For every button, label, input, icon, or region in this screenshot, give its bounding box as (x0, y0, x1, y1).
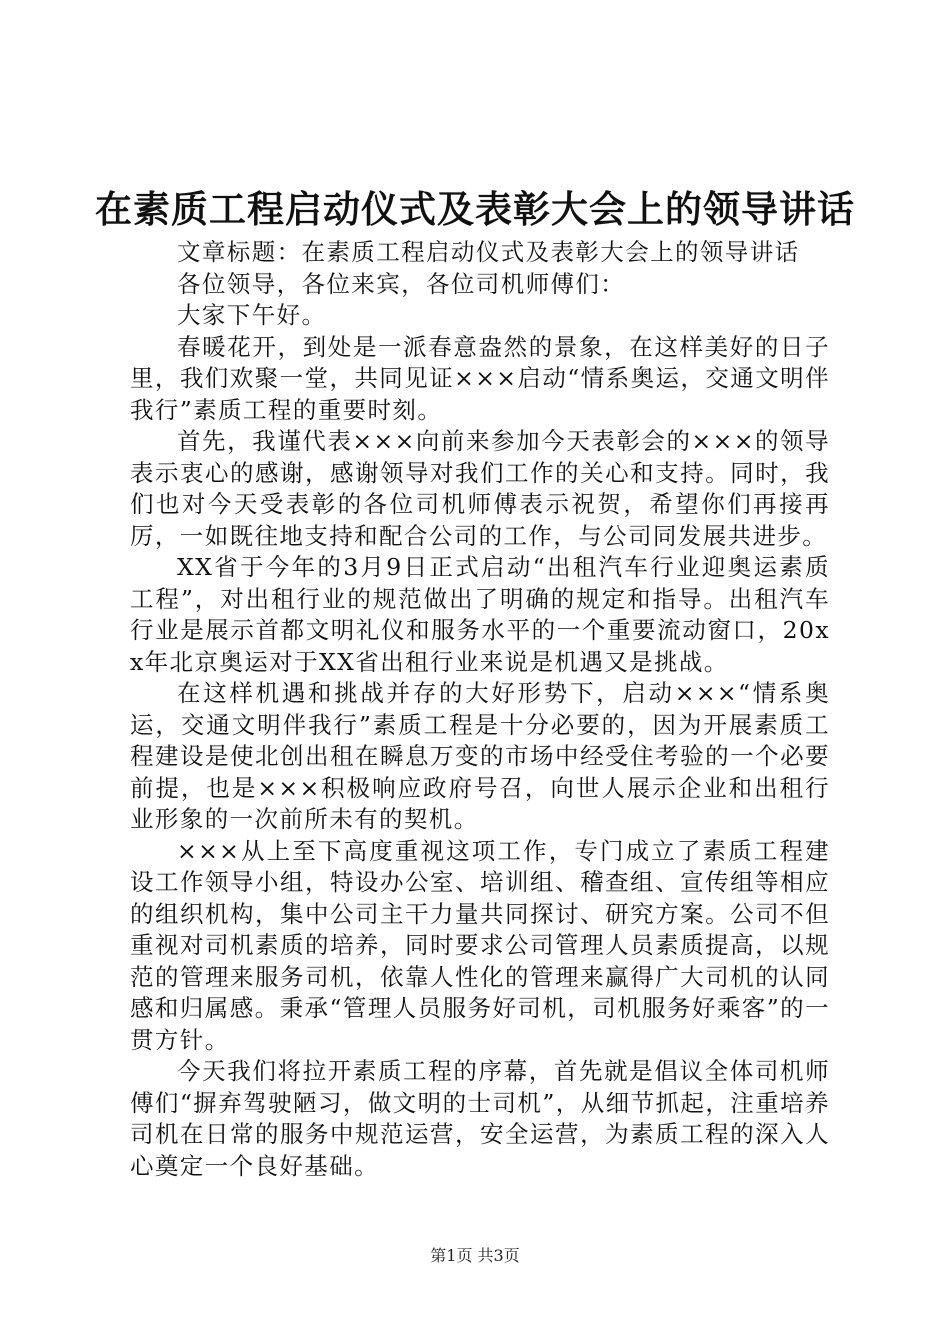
paragraph: 首先，我谨代表×××向前来参加今天表彰会的×××的领导表示衷心的感谢，感谢领导对我们工作的关心和支持。同时，我们也对今天受表彰的各位司机师傅表示祝贺，希望你们再接再厉，一如既往地支持和配合公司的工作，与公司同发展共进步。 (130, 427, 830, 550)
document-body (130, 237, 830, 1182)
paragraph: 大家下午好。 (177, 301, 327, 329)
paragraph: 今天我们将拉开素质工程的序幕，首先就是倡议全体司机师傅们“摒弃驾驶陋习，做文明的士司机”，从细节抓起，注重培养司机在日常的服务中规范运营，安全运营，为素质工程的深入人心奠定一个良好基础。 (130, 1057, 830, 1180)
paragraph: 春暖花开，到处是一派春意盎然的景象，在这样美好的日子里，我们欢聚一堂，共同见证×××启动“情系奥运，交通文明伴我行”素质工程的重要时刻。 (130, 332, 830, 424)
paragraph: 各位领导，各位来宾，各位司机师傅们： (177, 269, 626, 298)
paragraph: 在这样机遇和挑战并存的大好形势下，启动×××“情系奥运，交通文明伴我行”素质工程是十分必要的，因为开展素质工程建设是使北创出租在瞬息万变的市场中经受住考验的一个必要前提，也是×××积极响应政府号召，向世人展示企业和出租行业形象的一次前所未有的契机。 (130, 679, 830, 833)
page-footer: 第1页 共3页 (430, 1246, 520, 1265)
document-title: 在素质工程启动仪式及表彰大会上的领导讲话 (95, 187, 855, 231)
paragraph: ×××从上至下高度重视这项工作，专门成立了素质工程建设工作领导小组，特设办公室、培训组、稽查组、宣传组等相应的组织机构，集中公司主干力量共同探讨、研究方案。公司不但重视对司机素质的培养，同时要求公司管理人员素质提高，以规范的管理来服务司机，依靠人性化的管理来赢得广大司机的认同感和归属感。秉承“管理人员服务好司机，司机服务好乘客”的一贯方针。 (130, 836, 830, 1054)
paragraph: XX省于今年的3月9日正式启动“出租汽车行业迎奥运素质工程”，对出租行业的规范做出了明确的规定和指导。出租汽车行业是展示首都文明礼仪和服务水平的一个重要流动窗口，20xx年北京奥运对于XX省出租行业来说是机遇又是挑战。 (130, 553, 830, 676)
paragraph: 文章标题：在素质工程启动仪式及表彰大会上的领导讲话 (177, 238, 800, 266)
